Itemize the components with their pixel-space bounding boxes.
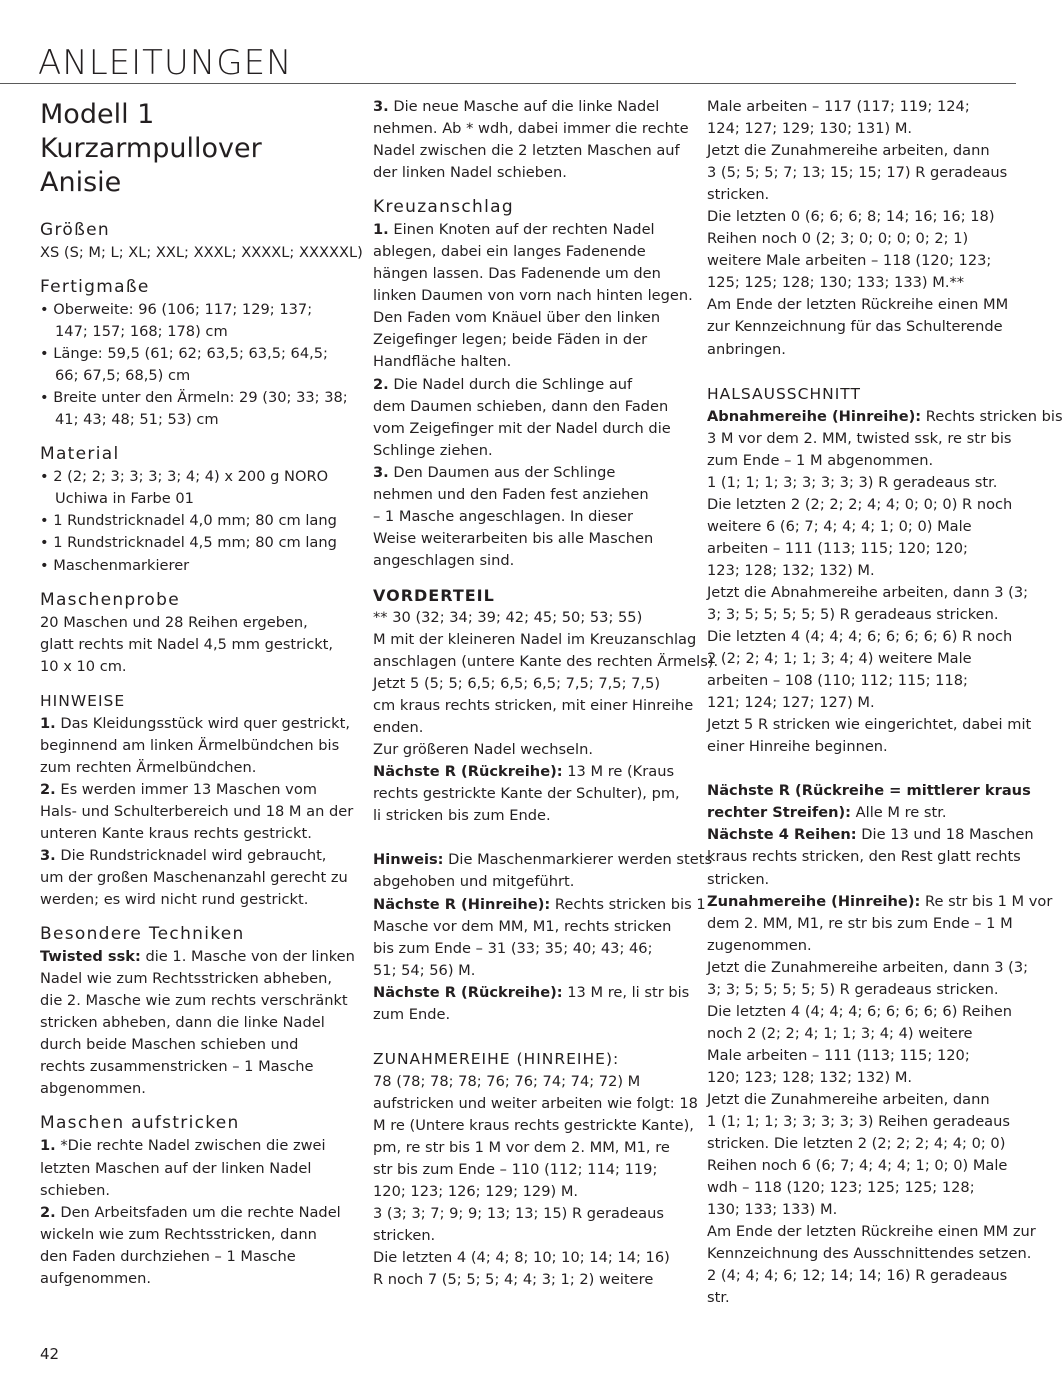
bold-label: Nächste 4 Reihen: [707, 826, 857, 844]
text-line: zur Kennzeichnung für das Schulterende [707, 318, 1003, 336]
text-line: um der großen Maschenanzahl gerecht zu [40, 869, 348, 887]
text-line: Male arbeiten – 111 (113; 115; 120; [707, 1046, 970, 1064]
text-line: schieben. [40, 1181, 111, 1199]
list-item-continuation: 147; 157; 168; 178) cm [55, 323, 228, 341]
text-line: Twisted ssk: die 1. Masche von der linken [40, 948, 355, 966]
text-line: hängen lassen. Das Fadenende um den [373, 265, 661, 283]
list-item-text: • Breite unter den Ärmeln: 29 (30; 33; 38; [40, 389, 348, 407]
column-3 [707, 96, 1063, 1309]
text-line: einer Hinreihe beginnen. [707, 738, 888, 756]
list-item-continuation: 41; 43; 48; 51; 53) cm [55, 411, 219, 429]
text-line: R noch 7 (5; 5; 5; 4; 4; 3; 1; 2) weitere [373, 1271, 654, 1289]
text-line: zum rechten Ärmelbündchen. [40, 758, 257, 776]
list-item [40, 555, 346, 577]
text-line: Nächste R (Hinreihe): Rechts stricken bis 1 [373, 895, 706, 913]
text-line: wdh – 118 (120; 123; 125; 125; 128; [707, 1179, 975, 1197]
text-line: weitere 6 (6; 7; 4; 4; 4; 1; 0; 0) Male [707, 517, 972, 535]
text-line: M mit der kleineren Nadel im Kreuzanschlag [373, 630, 697, 648]
text-line: Die letzten 4 (4; 4; 4; 6; 6; 6; 6; 6) R noch [707, 628, 1013, 646]
text-line: 1. Das Kleidungsstück wird quer gestrickt, [40, 714, 350, 732]
section-heading-kreuzanschlag: Kreuzanschlag [373, 197, 514, 218]
text-line: 2. Es werden immer 13 Maschen vom [40, 780, 317, 798]
list-item-text: • Länge: 59,5 (61; 62; 63,5; 63,5; 64,5; [40, 345, 328, 363]
text-line: anschlagen (untere Kante des rechten Ärmels). [373, 653, 719, 671]
text-line: Den Faden vom Knäuel über den linken [373, 309, 661, 327]
text-line: 3; 3; 5; 5; 5; 5; 5) R geradeaus stricken. [707, 605, 999, 623]
text-line: nehmen und den Faden fest anziehen [373, 485, 649, 503]
text-line: stricken. [707, 186, 770, 204]
text-line: Die letzten 4 (4; 4; 4; 6; 6; 6; 6; 6) Reihen [707, 1002, 1013, 1020]
text-line: Jetzt die Zunahmereihe arbeiten, dann [707, 142, 990, 160]
text-line: 130; 133; 133) M. [707, 1201, 838, 1219]
section-heading-aufstricken: Maschen aufstricken [40, 1113, 240, 1134]
text-line: Jetzt 5 R stricken wie eingerichtet, dabei mit [707, 716, 1032, 734]
list-item [40, 343, 346, 387]
text-line: den Faden durchziehen – 1 Masche [40, 1247, 296, 1265]
section-heading-material: Material [40, 444, 120, 465]
text-line: dem 2. MM, M1, re str bis zum Ende – 1 M [707, 914, 1013, 932]
text-line: ablegen, dabei ein langes Fadenende [373, 243, 646, 261]
list-item-text: • 1 Rundstricknadel 4,5 mm; 80 cm lang [40, 534, 337, 552]
text-line: 2 (4; 4; 4; 6; 12; 14; 14; 16) R geradeaus [707, 1267, 1008, 1285]
list-item [40, 510, 346, 532]
text-line: 3; 3; 5; 5; 5; 5; 5) R geradeaus stricken. [707, 980, 999, 998]
section-heading-maschenprobe: Maschenprobe [40, 589, 180, 610]
text-line: Reihen noch 0 (2; 3; 0; 0; 0; 0; 2; 1) [707, 230, 969, 248]
text-line: 78 (78; 78; 78; 76; 76; 74; 74; 72) M [373, 1072, 641, 1090]
text-line: abgenommen. [40, 1080, 146, 1098]
bold-label: Zunahmereihe (Hinreihe): [707, 892, 921, 910]
title-divider [0, 83, 1016, 84]
text-line: durch beide Maschen schieben und [40, 1036, 299, 1054]
text-line: 1 (1; 1; 1; 3; 3; 3; 3; 3) Reihen geradeaus [707, 1113, 1010, 1131]
text-line: Hinweis: Die Maschenmarkierer werden stets [373, 851, 713, 869]
text-line: linken Daumen von vorn nach hinten legen. [373, 287, 693, 305]
list-item-text: • Oberweite: 96 (106; 117; 129; 137; [40, 301, 313, 319]
aufstricken-continued-text [373, 96, 689, 184]
text-line: 3. Den Daumen aus der Schlinge [373, 463, 616, 481]
text-line: kraus rechts stricken, den Rest glatt rechts [707, 848, 1021, 866]
text-line: aufgenommen. [40, 1269, 152, 1287]
kreuzanschlag-text [373, 219, 693, 572]
text-line: 121; 124; 127; 127) M. [707, 694, 875, 712]
text-line: Schlinge ziehen. [373, 441, 493, 459]
text-line: abgehoben und mitgeführt. [373, 873, 575, 891]
bold-label: 2. [40, 1203, 56, 1221]
text-line: ** 30 (32; 34; 39; 42; 45; 50; 53; 55) [373, 608, 643, 626]
column-1 [40, 96, 363, 1290]
list-item-text: • 1 Rundstricknadel 4,0 mm; 80 cm lang [40, 512, 337, 530]
halsausschnitt-text-a [707, 406, 1063, 759]
text-line: arbeiten – 108 (110; 112; 115; 118; [707, 672, 968, 690]
section-heading-hinweise: HINWEISE [40, 691, 126, 710]
hinweise-text [40, 713, 354, 911]
text-line: 3 M vor dem 2. MM, twisted ssk, re str bis [707, 429, 1012, 447]
text-line: angeschlagen sind. [373, 551, 515, 569]
text-line: 124; 127; 129; 130; 131) M. [707, 120, 913, 138]
material-list [40, 466, 346, 576]
text-line: stricken abheben, dann die linke Nadel [40, 1014, 325, 1032]
text-line: 2. Die Nadel durch die Schlinge auf [373, 375, 633, 393]
text-line: Kennzeichnung des Ausschnittendes setzen. [707, 1245, 1032, 1263]
text-line: rechts gestrickte Kante der Schulter), pm, [373, 785, 680, 803]
text-line: glatt rechts mit Nadel 4,5 mm gestrickt, [40, 635, 334, 653]
text-line: Am Ende der letzten Rückreihe einen MM zur [707, 1223, 1036, 1241]
section-heading-techniken: Besondere Techniken [40, 924, 245, 945]
bold-label: 3. [40, 846, 56, 864]
list-item-continuation: 66; 67,5; 68,5) cm [55, 367, 191, 385]
text-line: Nächste R (Rückreihe): 13 M re, li str bis [373, 983, 690, 1001]
section-heading-zunahmereihe: ZUNAHMEREIHE (HINREIHE): [373, 1049, 620, 1068]
text-line: letzten Maschen auf der linken Nadel [40, 1159, 312, 1177]
bold-label: Abnahmereihe (Hinreihe): [707, 407, 922, 425]
bold-label: 3. [373, 463, 389, 481]
text-line: 10 x 10 cm. [40, 657, 127, 675]
text-line: 51; 54; 56) M. [373, 961, 476, 979]
aufstricken-text [40, 1135, 346, 1289]
groessen-text: XS (S; M; L; XL; XXL; XXXL; XXXXL; XXXXXL) [40, 244, 363, 261]
text-line: li stricken bis zum Ende. [373, 807, 551, 825]
text-line: cm kraus rechts stricken, mit einer Hinreihe [373, 697, 694, 715]
text-line: str. [707, 1289, 730, 1307]
text-line: zum Ende. [373, 1005, 451, 1023]
bold-label: 1. [373, 221, 389, 239]
text-line: Jetzt die Zunahmereihe arbeiten, dann 3 (3; [707, 958, 1029, 976]
bold-label: 3. [373, 98, 389, 115]
text-line: 125; 125; 128; 130; 133; 133) M.** [707, 274, 965, 292]
bold-label: Nächste R (Rückreihe): [373, 763, 563, 781]
text-line: 123; 128; 132; 132) M. [707, 561, 875, 579]
text-line: Masche vor dem MM, M1, rechts stricken [373, 917, 672, 935]
text-line: bis zum Ende – 31 (33; 35; 40; 43; 46; [373, 939, 653, 957]
section-heading-vorderteil: VORDERTEIL [373, 585, 495, 605]
text-line: Abnahmereihe (Hinreihe): Rechts stricken bis [707, 407, 1063, 425]
text-line: stricken. [707, 870, 770, 888]
text-line: Reihen noch 6 (6; 7; 4; 4; 4; 1; 0; 0) Male [707, 1157, 1008, 1175]
text-line: Die letzten 4 (4; 4; 8; 10; 10; 14; 14; 16) [373, 1249, 670, 1267]
bold-label: 2. [40, 780, 56, 798]
text-line: anbringen. [707, 340, 786, 358]
text-line: M re (Untere kraus rechts gestrickte Kante), [373, 1116, 694, 1134]
text-line: Jetzt 5 (5; 5; 6,5; 6,5; 6,5; 7,5; 7,5; 7,5) [373, 675, 661, 693]
model-title-line-2: Kurzarmpullover Anisie [40, 133, 262, 198]
model-title-line-1: Modell 1 [40, 99, 155, 130]
vorderteil-continued-text [707, 96, 1013, 361]
text-line: Hals- und Schulterbereich und 18 M an der [40, 802, 354, 820]
text-line: enden. [373, 719, 424, 737]
bold-label: 2. [373, 375, 389, 393]
bold-label: Twisted ssk: [40, 948, 141, 966]
text-line: rechts zusammenstricken – 1 Masche [40, 1058, 314, 1076]
bold-label: Nächste R (Rückreihe = mittlerer kraus [707, 782, 1031, 800]
text-line: aufstricken und weiter arbeiten wie folgt: 18 [373, 1094, 698, 1112]
text-line: 3 (5; 5; 5; 7; 13; 15; 15; 17) R geradeaus [707, 164, 1008, 182]
text-line: Handfläche halten. [373, 353, 512, 371]
text-line: Die letzten 2 (2; 2; 2; 4; 4; 0; 0; 0) R noch [707, 495, 1013, 513]
text-line: 120; 123; 128; 132; 132) M. [707, 1068, 913, 1086]
text-line: 1. *Die rechte Nadel zwischen die zwei [40, 1137, 326, 1155]
fertigmasse-list [40, 299, 346, 431]
list-item [40, 387, 346, 431]
text-line: werden; es wird nicht rund gestrickt. [40, 891, 309, 909]
text-line: Weise weiterarbeiten bis alle Maschen [373, 529, 654, 547]
text-line: stricken. [373, 1227, 436, 1245]
text-line: Am Ende der letzten Rückreihe einen MM [707, 296, 1009, 314]
text-line: 1. Einen Knoten auf der rechten Nadel [373, 221, 655, 239]
text-line: nehmen. Ab * wdh, dabei immer die rechte [373, 120, 689, 138]
maschenprobe-text [40, 612, 346, 678]
text-line: 3. Die neue Masche auf die linke Nadel [373, 98, 660, 115]
section-heading-groessen: Größen [40, 220, 110, 240]
text-line: 20 Maschen und 28 Reihen ergeben, [40, 613, 308, 631]
list-item-text: • Maschenmarkierer [40, 556, 190, 574]
vorderteil-text-a [373, 607, 719, 827]
section-heading-fertigmasse: Fertigmaße [40, 277, 150, 298]
text-line: 1 (1; 1; 1; 3; 3; 3; 3; 3) R geradeaus str. [707, 473, 998, 491]
text-line: Nadel zwischen die 2 letzten Maschen auf [373, 142, 680, 160]
text-line: zum Ende – 1 M abgenommen. [707, 451, 934, 469]
bold-label: Nächste R (Hinreihe): [373, 895, 551, 913]
text-line: Nächste R (Rückreihe): 13 M re (Kraus [373, 763, 675, 781]
halsausschnitt-text-b [707, 780, 1053, 1309]
text-line: Nächste 4 Reihen: Die 13 und 18 Maschen [707, 826, 1034, 844]
text-line: Zunahmereihe (Hinreihe): Re str bis 1 M vor [707, 892, 1053, 910]
text-line: noch 2 (2; 2; 4; 1; 1; 3; 4; 4) weitere [707, 1024, 973, 1042]
text-line: stricken. Die letzten 2 (2; 2; 2; 4; 4; 0; 0) [707, 1135, 1006, 1153]
text-line: wickeln wie zum Rechtsstricken, dann [40, 1225, 317, 1243]
text-line: vom Zeigefinger mit der Nadel durch die [373, 419, 671, 437]
list-item [40, 532, 346, 554]
text-line: arbeiten – 111 (113; 115; 120; 120; [707, 539, 968, 557]
list-item [40, 299, 346, 343]
page-number: 42 [40, 1345, 60, 1363]
list-item [40, 466, 346, 510]
text-line: – 1 Masche angeschlagen. In dieser [373, 507, 634, 525]
text-line: Nadel wie zum Rechtsstricken abheben, [40, 970, 332, 988]
text-line: Die letzten 0 (6; 6; 6; 8; 14; 16; 16; 18) [707, 208, 995, 226]
text-line: 2 (2; 2; 4; 1; 1; 3; 4; 4) weitere Male [707, 650, 972, 668]
text-line: weitere Male arbeiten – 118 (120; 123; [707, 252, 992, 270]
list-item-continuation: Uchiwa in Farbe 01 [55, 490, 194, 508]
text-line: unteren Kante kraus rechts gestrickt. [40, 824, 312, 842]
section-heading-halsausschnitt: HALSAUSSCHNITT [707, 384, 861, 403]
text-line: beginnend am linken Ärmelbündchen bis [40, 736, 340, 754]
text-line: Jetzt die Abnahmereihe arbeiten, dann 3 (3; [707, 583, 1029, 601]
bold-label: Nächste R (Rückreihe): [373, 983, 563, 1001]
text-line: zugenommen. [707, 936, 812, 954]
page-title: ANLEITUNGEN [38, 43, 293, 83]
text-line: der linken Nadel schieben. [373, 164, 567, 182]
bold-label: 1. [40, 1137, 56, 1155]
text-line: Jetzt die Zunahmereihe arbeiten, dann [707, 1090, 990, 1108]
text-line: dem Daumen schieben, dann den Faden [373, 397, 669, 415]
text-line: 120; 123; 126; 129; 129) M. [373, 1183, 579, 1201]
text-line [707, 780, 1031, 802]
text-line: Zeigefinger legen; beide Fäden in der [373, 331, 648, 349]
text-line: 3 (3; 3; 7; 9; 9; 13; 13; 15) R geradeaus [373, 1205, 664, 1223]
text-line: Zur größeren Nadel wechseln. [373, 741, 593, 759]
text-line: rechter Streifen): Alle M re str. [707, 804, 947, 822]
bold-label: rechter Streifen): [707, 804, 852, 822]
text-line: 3. Die Rundstricknadel wird gebraucht, [40, 846, 327, 864]
text-line: pm, re str bis 1 M vor dem 2. MM, M1, re [373, 1138, 670, 1156]
vorderteil-text-b [373, 849, 713, 1025]
bold-label: Hinweis: [373, 851, 444, 869]
text-line: str bis zum Ende – 110 (112; 114; 119; [373, 1160, 658, 1178]
zunahmereihe-text [373, 1071, 698, 1291]
list-item-text: • 2 (2; 2; 3; 3; 3; 3; 4; 4) x 200 g NORO [40, 468, 329, 486]
column-2 [373, 96, 719, 1291]
bold-label: 1. [40, 714, 56, 732]
text-line: die 2. Masche wie zum rechts verschränkt [40, 992, 348, 1010]
techniken-text [40, 946, 355, 1100]
text-line: 2. Den Arbeitsfaden um die rechte Nadel [40, 1203, 341, 1221]
text-line: Male arbeiten – 117 (117; 119; 124; [707, 98, 970, 115]
